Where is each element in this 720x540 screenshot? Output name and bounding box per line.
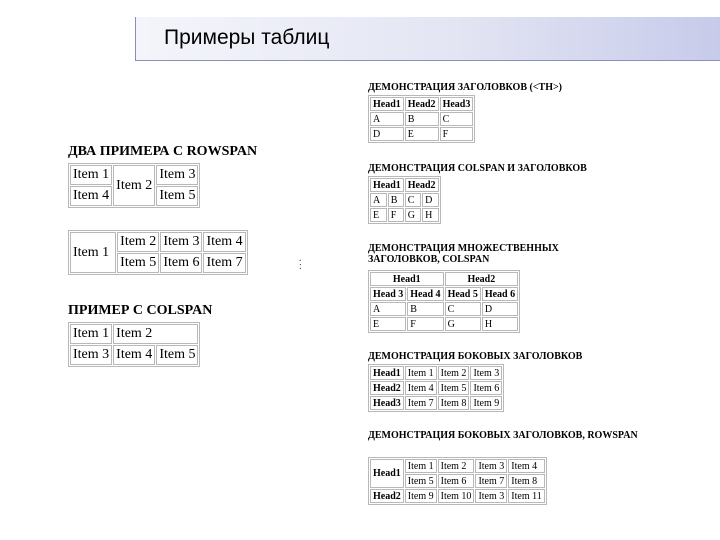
table-row	[370, 112, 473, 126]
table-cell: G	[445, 317, 481, 331]
side-rowspan-table	[368, 457, 547, 505]
table-header-cell: Head2	[370, 381, 404, 395]
table-header-cell: Head2	[405, 178, 439, 192]
rowspan-table-1	[68, 163, 200, 208]
table-header-row	[370, 97, 473, 111]
table-cell: Item 2	[117, 232, 159, 252]
table-cell: Item 4	[70, 186, 112, 206]
table-row	[370, 193, 439, 207]
table-cell: Item 5	[117, 253, 159, 273]
table-header-row	[370, 272, 518, 286]
table-cell: Item 4	[405, 381, 437, 395]
table-header-cell: Head1	[370, 97, 404, 111]
rowspan-table-2	[68, 230, 248, 275]
table-cell: C	[440, 112, 474, 126]
table-cell: Item 9	[405, 489, 437, 503]
side-headers-heading: ДЕМОНСТРАЦИЯ БОКОВЫХ ЗАГОЛОВКОВ	[368, 351, 583, 362]
colspan-table	[68, 322, 200, 367]
table-cell: Item 9	[470, 396, 502, 410]
table-cell: Item 7	[475, 474, 507, 488]
table-header-cell: Head1	[370, 178, 404, 192]
table-cell: Item 6	[160, 253, 202, 273]
table-cell: A	[370, 193, 387, 207]
table-cell: A	[370, 112, 404, 126]
table-cell: D	[482, 302, 518, 316]
multi-headers-heading: ДЕМОНСТРАЦИЯ МНОЖЕСТВЕННЫХ ЗАГОЛОВКОВ, COLSPAN	[368, 243, 559, 265]
table-row	[370, 459, 545, 473]
table-cell: C	[445, 302, 481, 316]
table-cell: Item 1	[70, 324, 112, 344]
table-header-cell: Head 3	[370, 287, 406, 301]
table-row	[70, 324, 198, 344]
table-cell: Item 1	[405, 366, 437, 380]
table-row	[370, 317, 518, 331]
table-cell: Item 3	[470, 366, 502, 380]
table-row	[370, 381, 502, 395]
table-header-row	[370, 287, 518, 301]
table-cell: Item 10	[438, 489, 475, 503]
table-header-cell: Head2	[370, 489, 404, 503]
colspan-demo-table	[368, 176, 441, 224]
table-row	[370, 208, 439, 222]
table-cell: Item 3	[156, 165, 198, 185]
table-cell: F	[388, 208, 404, 222]
table-header-cell: Head1	[370, 459, 404, 488]
table-row	[70, 232, 246, 252]
table-cell: H	[482, 317, 518, 331]
table-row	[370, 127, 473, 141]
table-cell: Item 2	[438, 459, 475, 473]
table-cell: B	[407, 302, 443, 316]
table-cell: Item 11	[508, 489, 544, 503]
table-row	[370, 302, 518, 316]
table-cell: Item 8	[508, 474, 544, 488]
table-header-cell: Head 6	[482, 287, 518, 301]
table-header-cell: Head3	[370, 396, 404, 410]
table-cell-rowspan: Item 2	[113, 165, 155, 206]
table-header-cell: Head2	[445, 272, 519, 286]
separator-dots: . :	[299, 253, 302, 272]
side-headers-table	[368, 364, 504, 412]
table-cell: Item 3	[475, 459, 507, 473]
table-cell: B	[405, 112, 439, 126]
table-cell: Item 4	[508, 459, 544, 473]
table-row	[370, 489, 545, 503]
table-row	[370, 396, 502, 410]
table-cell: Item 7	[405, 396, 437, 410]
table-cell: Item 4	[203, 232, 245, 252]
table-header-cell: Head3	[440, 97, 474, 111]
table-cell: Item 3	[475, 489, 507, 503]
table-cell: Item 8	[438, 396, 470, 410]
colspan-demo-heading: ДЕМОНСТРАЦИЯ COLSPAN И ЗАГОЛОВКОВ	[368, 163, 587, 174]
table-cell-colspan: Item 2	[113, 324, 198, 344]
table-cell: Item 1	[405, 459, 437, 473]
table-cell: A	[370, 302, 406, 316]
table-row	[370, 366, 502, 380]
colspan-heading: ПРИМЕР С COLSPAN	[68, 303, 213, 318]
table-cell: B	[388, 193, 404, 207]
table-header-cell: Head 4	[407, 287, 443, 301]
table-cell: F	[407, 317, 443, 331]
slide-title: Примеры таблиц	[164, 26, 330, 49]
multi-headers-table	[368, 270, 520, 333]
table-cell: Item 2	[438, 366, 470, 380]
table-cell: Item 5	[156, 186, 198, 206]
table-header-cell: Head1	[370, 366, 404, 380]
table-cell: Item 3	[70, 345, 112, 365]
table-cell: D	[422, 193, 438, 207]
th-demo-table	[368, 95, 475, 143]
table-header-cell: Head1	[370, 272, 444, 286]
table-cell: Item 5	[405, 474, 437, 488]
table-row	[70, 345, 198, 365]
table-cell: Item 3	[160, 232, 202, 252]
table-cell: Item 6	[470, 381, 502, 395]
table-cell-rowspan: Item 1	[70, 232, 116, 273]
slide-title-bar	[135, 17, 720, 61]
table-cell: Item 6	[438, 474, 475, 488]
table-cell: Item 7	[203, 253, 245, 273]
table-cell: C	[405, 193, 421, 207]
table-cell: E	[370, 208, 387, 222]
table-cell: D	[370, 127, 404, 141]
table-cell: E	[370, 317, 406, 331]
table-cell: H	[422, 208, 438, 222]
side-rowspan-heading: ДЕМОНСТРАЦИЯ БОКОВЫХ ЗАГОЛОВКОВ, ROWSPAN	[368, 430, 638, 441]
table-cell: Item 1	[70, 165, 112, 185]
table-cell: Item 5	[156, 345, 198, 365]
th-demo-heading: ДЕМОНСТРАЦИЯ ЗАГОЛОВКОВ (<TH>)	[368, 82, 563, 93]
table-header-cell: Head2	[405, 97, 439, 111]
table-header-row	[370, 178, 439, 192]
table-row	[70, 165, 198, 185]
table-cell: F	[440, 127, 474, 141]
table-cell: Item 4	[113, 345, 155, 365]
table-cell: Item 5	[438, 381, 470, 395]
table-cell: E	[405, 127, 439, 141]
rowspan-heading: ДВА ПРИМЕРА С ROWSPAN	[68, 144, 258, 159]
table-header-cell: Head 5	[445, 287, 481, 301]
table-cell: G	[405, 208, 421, 222]
